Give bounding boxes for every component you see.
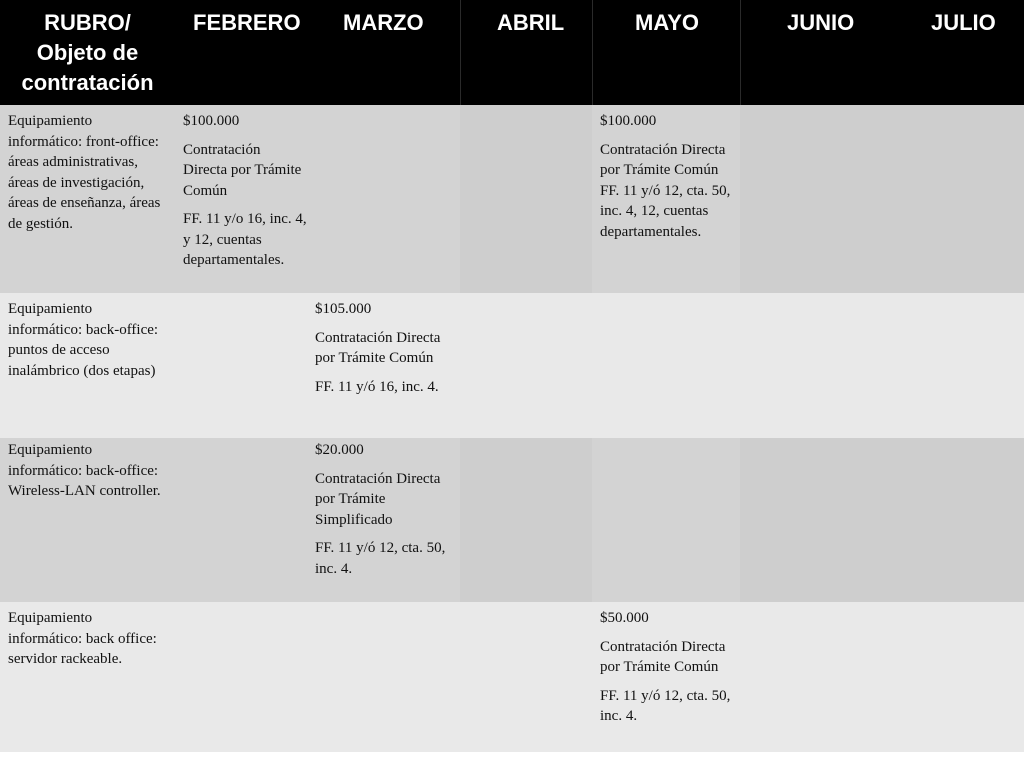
cell-marzo [315, 440, 458, 587]
cell-funding: FF. 11 y/ó 12, cta. 50, inc. 4. [315, 540, 446, 577]
cell-amount: $50.000 [600, 610, 649, 626]
cell-mayo [600, 608, 732, 735]
column-shade [460, 438, 592, 602]
column-shade [740, 438, 1024, 602]
header-rubro-line-1: RUBRO/ [44, 10, 131, 35]
header-rubro [0, 8, 175, 98]
row-rubro: Equipamiento informático: back-office: Wireless-LAN controller. [8, 442, 161, 499]
table-row [0, 105, 1024, 293]
cell-mode: Contratación Directa por Trámite Común [315, 329, 441, 366]
cell-funding: FF. 11 y/o 16, inc. 4, y 12, cuentas departamentales. [183, 211, 307, 268]
cell-febrero [183, 111, 308, 279]
header-marzo: MARZO [343, 10, 424, 35]
cell-amount: $100.000 [183, 113, 240, 129]
table-row [0, 602, 1024, 752]
cell-mode: Contratación Directa por Trámite Común [183, 141, 302, 199]
cell-amount: $100.000 [600, 113, 657, 129]
table-row [0, 438, 1024, 602]
header-rubro-line-2: Objeto de [36, 40, 139, 65]
row-rubro: Equipamiento informático: back-office: puntos de acceso inalámbrico (dos etapas) [8, 301, 159, 379]
header-mayo: MAYO [635, 10, 699, 35]
header-junio: JUNIO [787, 10, 855, 35]
cell-funding: FF. 11 y/ó 12, cta. 50, inc. 4. [600, 687, 731, 724]
column-shade [740, 105, 1024, 293]
header-julio: JULIO [931, 10, 996, 35]
cell-mode: Contratación Directa por Trámite Simplificado [315, 470, 441, 528]
table-row [0, 293, 1024, 438]
header-divider [460, 0, 461, 105]
header-rubro-line-3: contratación [21, 70, 154, 95]
header-febrero: FEBRERO [193, 10, 301, 35]
table-header [0, 0, 1024, 105]
header-divider [592, 0, 593, 105]
cell-amount: $105.000 [315, 301, 372, 317]
header-divider [740, 0, 741, 105]
cell-funding: FF. 11 y/ó 16, inc. 4. [315, 378, 439, 395]
cell-marzo [315, 299, 458, 405]
cell-mode: Contratación Directa por Trámite Común [600, 638, 726, 675]
header-abril: ABRIL [497, 10, 565, 35]
cell-funding: FF. 11 y/ó 12, cta. 50, inc. 4, 12, cuentas departamentales. [600, 182, 731, 240]
row-rubro: Equipamiento informático: back office: servidor rackeable. [8, 610, 157, 667]
cell-mayo [600, 111, 732, 250]
cell-mode: Contratación Directa por Trámite Común [600, 141, 726, 178]
cell-amount: $20.000 [315, 442, 364, 458]
column-shade [460, 105, 592, 293]
row-rubro: Equipamiento informático: front-office: áreas administrativas, áreas de investigación, áreas de enseñanza, áreas de gestión. [8, 113, 161, 232]
